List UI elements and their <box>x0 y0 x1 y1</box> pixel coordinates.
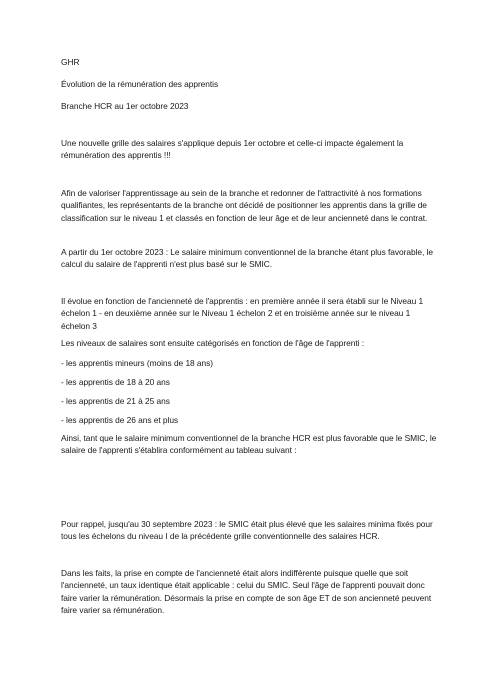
list-item: - les apprentis de 26 ans et plus <box>61 415 179 425</box>
paragraph-salary-table-intro: Ainsi, tant que le salaire minimum conventionnel de la branche HCR est plus favorable que le SMIC, le salaire de l'apprenti s'établira conformément au tableau suivant : <box>61 433 437 456</box>
paragraph-age-categories: Les niveaux de salaires sont ensuite catégorisés en fonction de l'âge de l'apprenti : <box>61 338 364 348</box>
list-item: - les apprentis de 18 à 20 ans <box>61 377 170 387</box>
paragraph-apprenticeship: Afin de valoriser l'apprentissage au sein de la branche et redonner de l'attractivité à nos formations qualifiantes, les représentants de la branche ont décidé de positionner les apprentis dans la grille de classification sur le niveau 1 et classés en fonction de leur âge et de leur ancienneté dans le contrat. <box>61 188 428 223</box>
paragraph-in-practice: Dans les faits, la prise en compte de l'ancienneté était alors indifférente puisque quelle que soit l'ancienneté, un taux identique était applicable : celui du SMIC. Seul l'âge de l'apprenti pouvait donc faire varier la rémunération. Désormais la prise en compte de son âge ET de son ancienneté peuvent faire varier sa rémunération. <box>61 568 432 616</box>
paragraph-intro: Une nouvelle grille des salaires s'applique depuis 1er octobre et celle-ci impacte également la rémunération des apprentis !!! <box>61 138 404 161</box>
org-name: GHR <box>61 57 80 67</box>
document-subtitle: Branche HCR au 1er octobre 2023 <box>61 101 189 111</box>
paragraph-seniority: Il évolue en fonction de l'ancienneté de l'apprentis : en première année il sera établi sur le Niveau 1 échelon 1 - en deuxième année sur le Niveau 1 échelon 2 et en troisième année sur le niveau 1 échelon 3 <box>61 296 424 331</box>
list-item: - les apprentis mineurs (moins de 18 ans) <box>61 358 214 368</box>
list-item: - les apprentis de 21 à 25 ans <box>61 396 170 406</box>
document-title: Évolution de la rémunération des apprentis <box>61 79 219 89</box>
paragraph-october-2023: A partir du 1er octobre 2023 : Le salaire minimum conventionnel de la branche étant plus favorable, le calcul du salaire de l'apprenti n'est plus basé sur le SMIC. <box>61 247 434 270</box>
paragraph-reminder: Pour rappel, jusqu'au 30 septembre 2023 : le SMIC était plus élevé que les salaires minima fixés pour tous les échelons du niveau I de la précédente grille conventionnelle des salaires HCR. <box>61 519 433 542</box>
